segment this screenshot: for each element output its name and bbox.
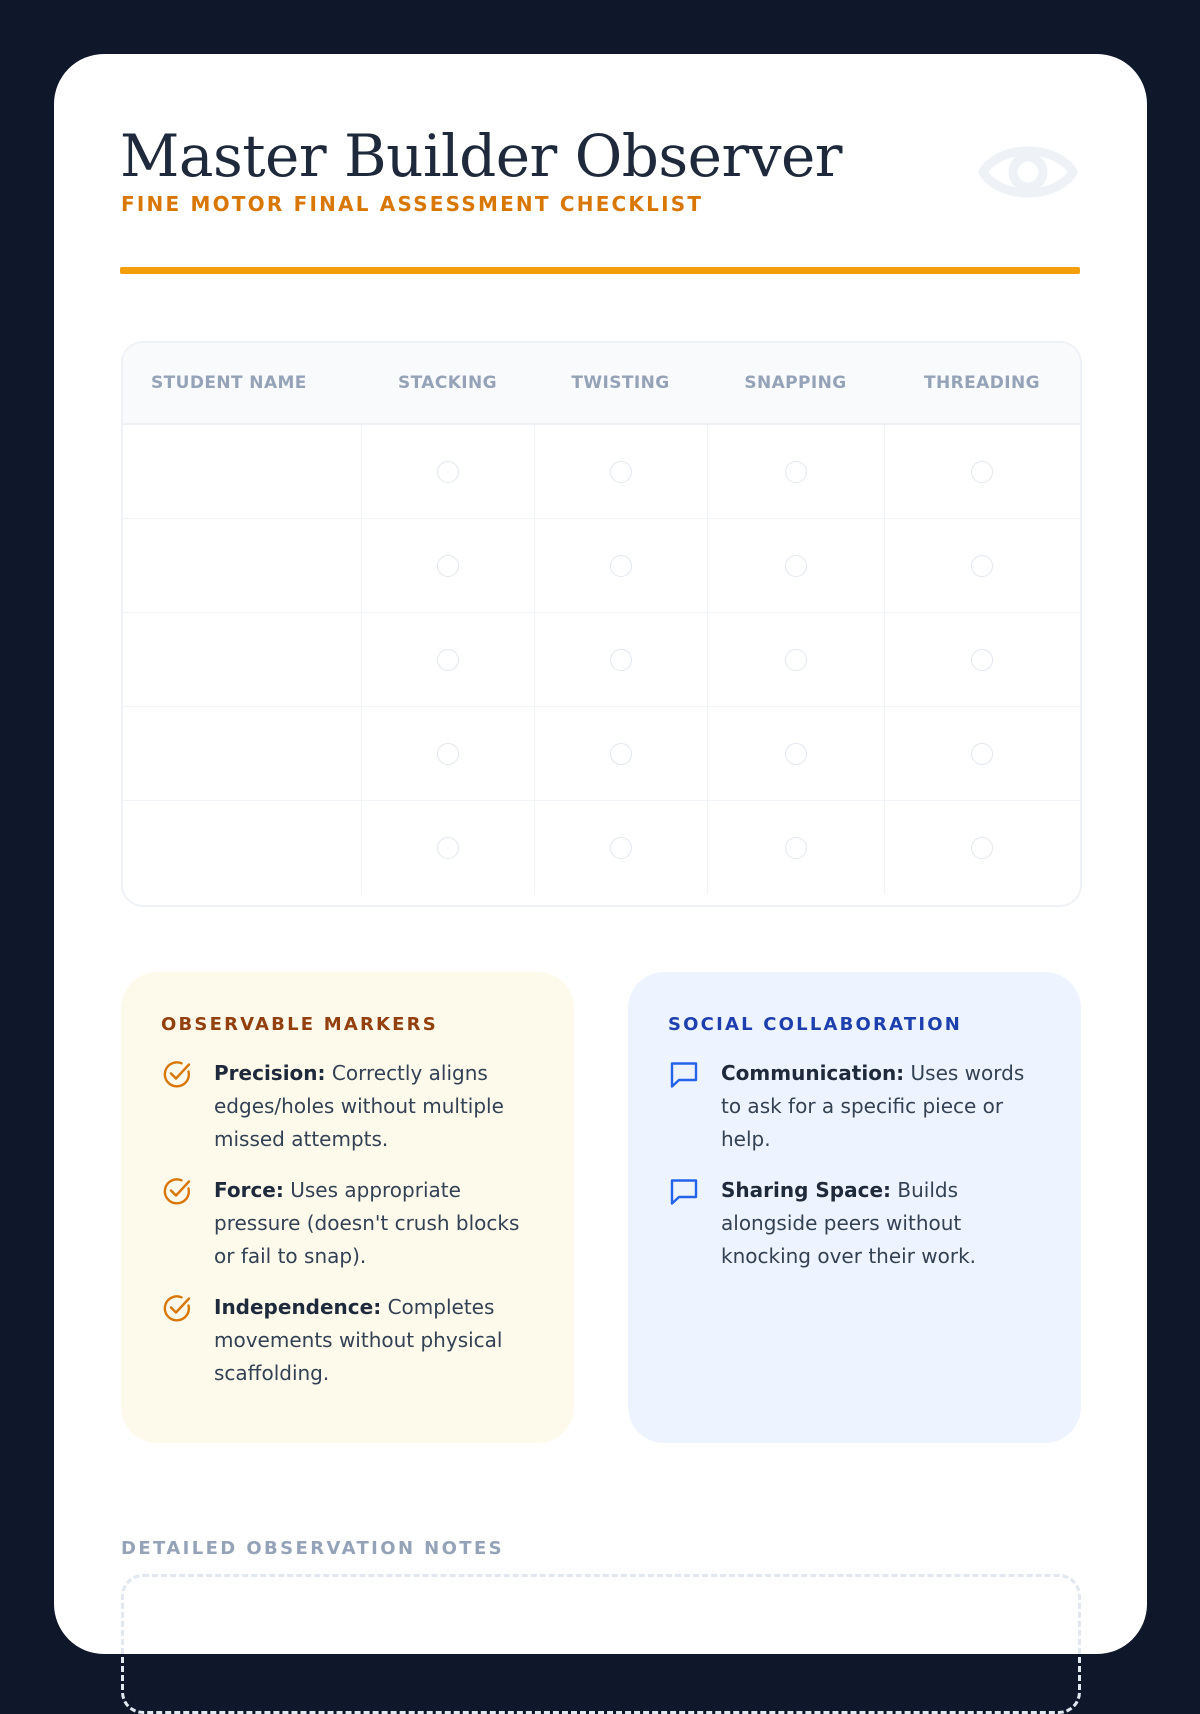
stacking-cell [361,707,534,801]
observable-markers-panel [121,972,574,1443]
marker-term: Force: [214,1178,284,1202]
observation-notes-label: DETAILED OBSERVATION NOTES [121,1538,505,1559]
check-circle-icon [161,1058,193,1090]
marker-item [161,1174,542,1273]
table-row [123,519,1080,613]
twisting-checkbox[interactable] [610,555,632,577]
social-term: Sharing Space: [721,1178,892,1202]
marker-item [161,1057,542,1156]
column-header-snapping: SNAPPING [707,343,884,424]
page-subtitle: FINE MOTOR FINAL ASSESSMENT CHECKLIST [121,192,704,216]
table-row [123,613,1080,707]
student-name-cell[interactable] [123,613,361,707]
stacking-checkbox[interactable] [437,649,459,671]
column-header-stacking: STACKING [361,343,534,424]
stacking-checkbox[interactable] [437,461,459,483]
stacking-checkbox[interactable] [437,837,459,859]
twisting-checkbox[interactable] [610,837,632,859]
table-row [123,801,1080,895]
stacking-checkbox[interactable] [437,743,459,765]
header-divider [120,267,1080,274]
twisting-checkbox[interactable] [610,649,632,671]
snapping-checkbox[interactable] [785,461,807,483]
check-circle-icon [161,1175,193,1207]
twisting-cell [534,613,707,707]
check-circle-icon [161,1292,193,1324]
page-title: Master Builder Observer [120,122,843,190]
observation-notes-field[interactable] [121,1574,1081,1714]
marker-term: Independence: [214,1295,382,1319]
twisting-checkbox[interactable] [610,743,632,765]
observable-markers-heading: OBSERVABLE MARKERS [161,1014,438,1035]
table-header-row [123,343,1080,424]
snapping-checkbox[interactable] [785,837,807,859]
social-item [668,1057,1049,1156]
social-collaboration-heading: SOCIAL COLLABORATION [668,1014,962,1035]
stacking-checkbox[interactable] [437,555,459,577]
snapping-cell [707,613,884,707]
checklist-table [121,341,1082,907]
snapping-checkbox[interactable] [785,649,807,671]
stacking-cell [361,801,534,895]
snapping-cell [707,519,884,613]
student-name-cell[interactable] [123,519,361,613]
social-text: Builds alongside peers without knocking over their work. [721,1178,977,1268]
stacking-cell [361,424,534,519]
social-text: Uses words to ask for a specific piece or help. [721,1061,1025,1151]
table-row [123,707,1080,801]
snapping-cell [707,707,884,801]
column-header-twisting: TWISTING [534,343,707,424]
threading-checkbox[interactable] [971,461,993,483]
speech-bubble-icon [668,1058,700,1090]
checklist-card [54,54,1147,1654]
social-term: Communication: [721,1061,905,1085]
snapping-cell [707,424,884,519]
threading-cell [884,801,1080,895]
marker-item [161,1291,542,1390]
twisting-checkbox[interactable] [610,461,632,483]
snapping-cell [707,801,884,895]
column-header-student-name: STUDENT NAME [123,343,361,424]
marker-text: Correctly aligns edges/holes without multiple missed attempts. [214,1061,504,1151]
threading-checkbox[interactable] [971,555,993,577]
student-name-cell[interactable] [123,424,361,519]
threading-cell [884,613,1080,707]
twisting-cell [534,707,707,801]
threading-checkbox[interactable] [971,649,993,671]
marker-term: Precision: [214,1061,326,1085]
speech-bubble-icon [668,1175,700,1207]
threading-checkbox[interactable] [971,837,993,859]
marker-text: Completes movements without physical scaffolding. [214,1295,503,1385]
threading-cell [884,519,1080,613]
snapping-checkbox[interactable] [785,555,807,577]
stacking-cell [361,613,534,707]
eye-icon [978,136,1078,208]
student-name-cell[interactable] [123,707,361,801]
twisting-cell [534,424,707,519]
threading-cell [884,424,1080,519]
twisting-cell [534,519,707,613]
twisting-cell [534,801,707,895]
threading-cell [884,707,1080,801]
table-row [123,424,1080,519]
student-name-cell[interactable] [123,801,361,895]
threading-checkbox[interactable] [971,743,993,765]
marker-text: Uses appropriate pressure (doesn't crush blocks or fail to snap). [214,1178,520,1268]
column-header-threading: THREADING [884,343,1080,424]
social-collaboration-panel [628,972,1081,1443]
stacking-cell [361,519,534,613]
snapping-checkbox[interactable] [785,743,807,765]
social-item [668,1174,1049,1273]
